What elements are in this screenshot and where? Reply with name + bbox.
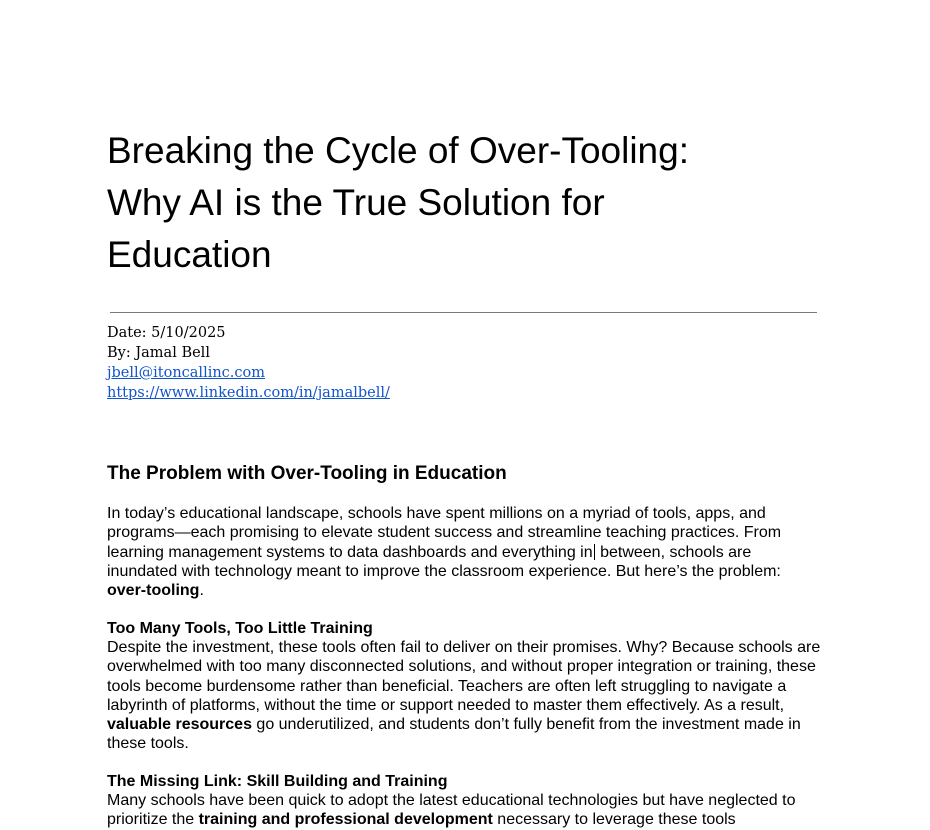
bold-term: valuable resources	[107, 716, 252, 734]
email-link[interactable]: jbell@itoncallinc.com	[107, 365, 266, 381]
date-line: Date: 5/10/2025	[107, 325, 226, 341]
paragraph-text: between, schools are inundated with technology meant to improve the classroom experience. But here’s the problem:	[107, 543, 781, 580]
paragraph-text: Despite the investment, these tools often fail to deliver on their promises. Why? Because schools are overwhelmed with too many disconnected solutions, and without proper integration or training, these tools become burdensome rather than beneficial. Teachers are often left struggling to navigate a labyrinth of platforms, without the time or support needed to master them effectively. As a result,	[107, 639, 821, 714]
text-cursor	[594, 544, 595, 560]
bold-term: training and professional development	[198, 811, 493, 829]
paragraph-problem	[107, 504, 822, 600]
title-line-3: Education	[107, 234, 272, 275]
paragraph-missing-link	[107, 791, 822, 830]
article-meta	[107, 323, 390, 403]
paragraph-text: Many schools have been quick to adopt the latest educational technologies but have neglected to prioritize the	[107, 792, 796, 829]
section-heading-problem: The Problem with Over-Tooling in Education	[107, 463, 507, 484]
subheading-missing-link: The Missing Link: Skill Building and Training	[107, 773, 448, 790]
paragraph-text: In today’s educational landscape, schools have spent millions on a myriad of tools, apps, and programs—each promising to elevate student success and streamline teaching practices. From learning management systems to data dashboards and everything in	[107, 505, 782, 561]
subheading-too-many-tools: Too Many Tools, Too Little Training	[107, 620, 373, 637]
bold-term: over-tooling	[107, 582, 200, 600]
paragraph-text: .	[199, 582, 204, 600]
paragraph-text: necessary to leverage these tools	[492, 811, 736, 829]
title-line-2: Why AI is the True Solution for	[107, 182, 605, 223]
paragraph-too-many-tools	[107, 638, 822, 754]
document-title	[107, 125, 827, 281]
linkedin-link[interactable]: https://www.linkedin.com/in/jamalbell/	[107, 385, 390, 401]
title-divider	[110, 312, 817, 313]
author-line: By: Jamal Bell	[107, 345, 210, 361]
paragraph-text: go underutilized, and students don’t fully benefit from the investment made in these tools.	[107, 716, 801, 753]
title-line-1: Breaking the Cycle of Over-Tooling:	[107, 130, 689, 171]
